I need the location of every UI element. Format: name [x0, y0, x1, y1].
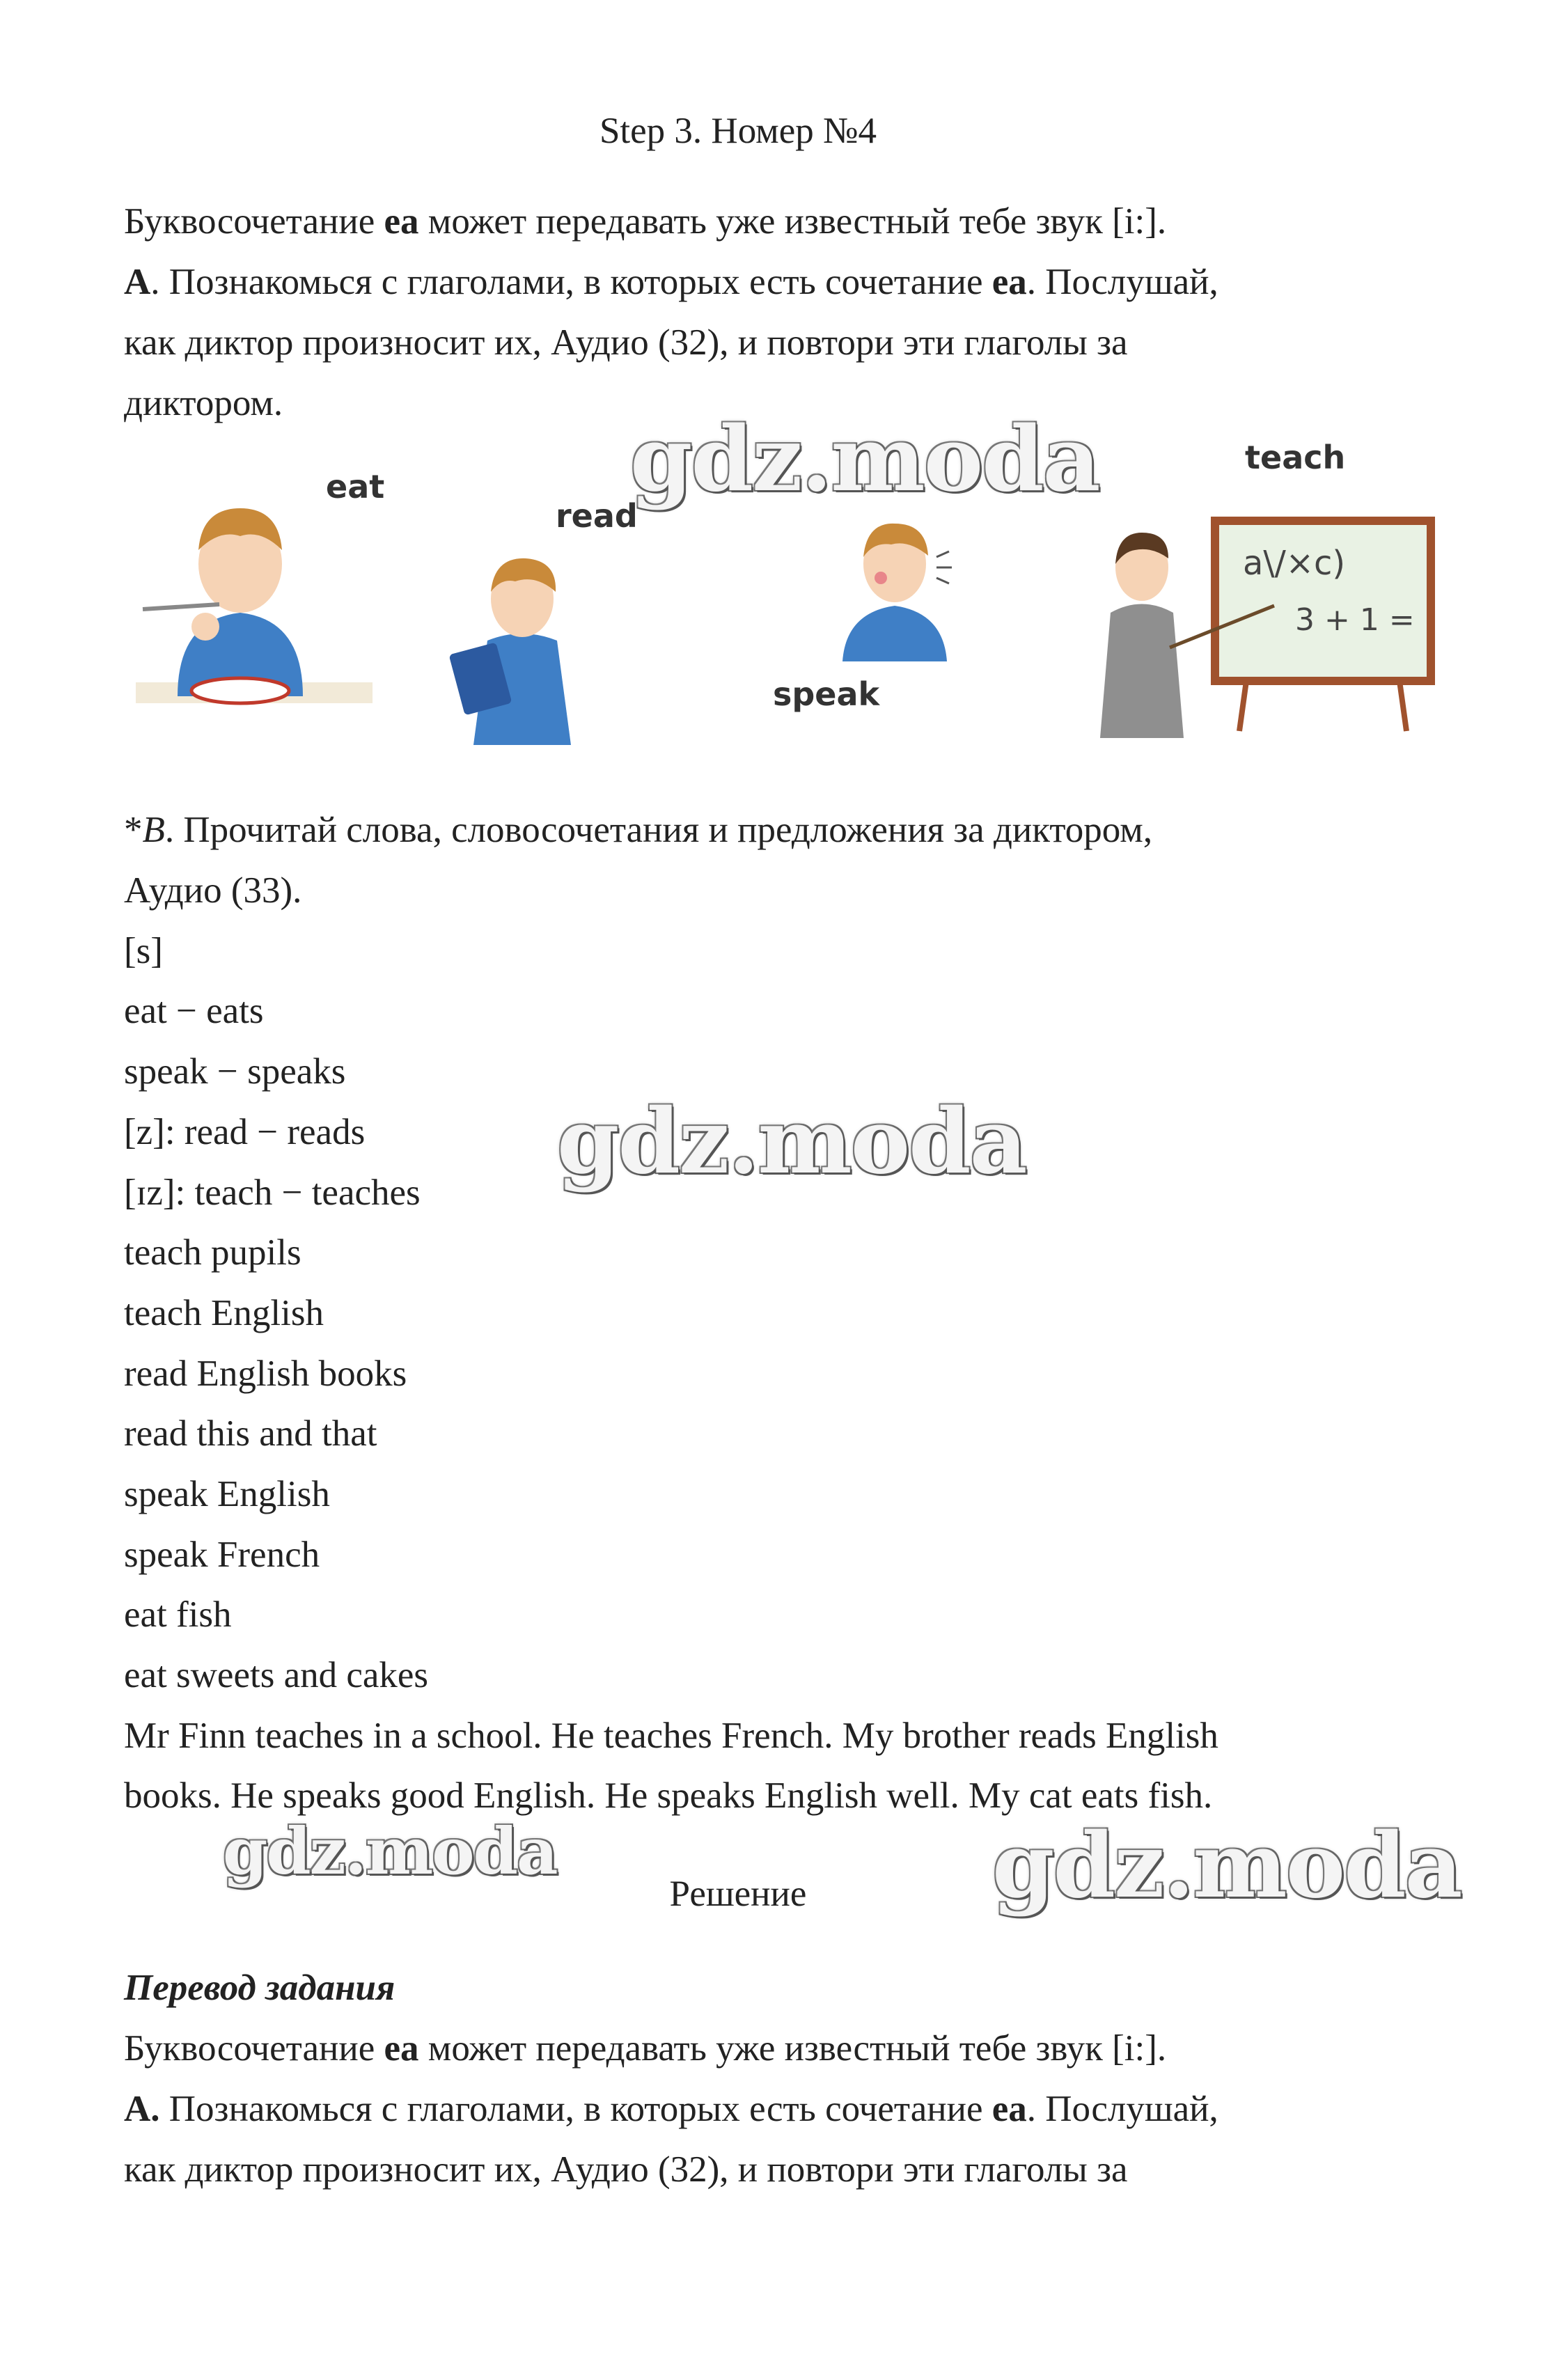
- intro-pre: Буквосочетание: [124, 201, 384, 242]
- sentence-line-2: books. He speaks good English. He speaks English well. My cat eats fish.: [124, 1775, 1213, 1816]
- solution-a-post: . Послушай,: [1026, 2089, 1218, 2129]
- eating-boy-illustration: [136, 487, 373, 710]
- word-line-13: eat sweets and cakes: [124, 1655, 429, 1695]
- word-line-4: [z]: read − reads: [124, 1112, 366, 1152]
- solution-a-bold: ea: [991, 2089, 1027, 2129]
- solution-a-letter: A.: [124, 2089, 160, 2129]
- word-line-7: teach English: [124, 1293, 324, 1333]
- board-text-1: a\/×c): [1243, 544, 1346, 583]
- solution-a-line-1: [124, 2087, 1218, 2131]
- label-teach: teach: [1245, 439, 1346, 476]
- word-line-6: teach pupils: [124, 1232, 301, 1273]
- intro-line: [124, 199, 1166, 244]
- board-text-2: 3 + 1 =: [1295, 602, 1415, 638]
- board-leg-right: [1400, 681, 1406, 731]
- word-line-10: speak English: [124, 1474, 330, 1514]
- solution-intro-bold: ea: [384, 2028, 419, 2069]
- teacher-illustration: [1093, 515, 1441, 738]
- word-line-12: eat fish: [124, 1594, 232, 1635]
- task-b-line-2: Аудио (33).: [124, 870, 302, 911]
- reading-boy-illustration: [446, 550, 599, 745]
- page-title: Step 3. Номер №4: [599, 111, 877, 151]
- translation-title: Перевод задания: [124, 1968, 395, 2008]
- word-line-1: [s]: [124, 931, 163, 971]
- task-b-letter: B: [142, 810, 165, 850]
- speech-mark-1: [936, 551, 949, 557]
- solution-intro-line: [124, 2026, 1166, 2071]
- intro-post: может передавать уже известный тебе звук [i:].: [418, 201, 1167, 242]
- task-a-post: . Послушай,: [1026, 262, 1218, 302]
- watermark: gdz.moda: [557, 1090, 1026, 1194]
- watermark: gdz.moda: [992, 1814, 1461, 1918]
- label-eat: eat: [326, 468, 385, 505]
- intro-bold: ea: [384, 201, 419, 242]
- solution-intro-post: может передавать уже известный тебе звук [i:].: [418, 2028, 1167, 2069]
- word-line-2: eat − eats: [124, 991, 264, 1031]
- spoon: [143, 604, 219, 609]
- plate: [191, 678, 289, 703]
- solution-a-pre: Познакомься с глаголами, в которых есть сочетание: [159, 2089, 992, 2129]
- task-a-line-2: как диктор произносит их, Аудио (32), и повтори эти глаголы за: [124, 322, 1128, 363]
- shirt: [842, 606, 947, 661]
- task-a-pre: . Познакомься с глаголами, в которых есть сочетание: [150, 262, 992, 302]
- label-speak: speak: [773, 675, 880, 713]
- speech-mark-3: [936, 578, 949, 583]
- board-leg-left: [1239, 681, 1246, 731]
- solution-label: Решение: [669, 1874, 807, 1914]
- solution-intro-pre: Буквосочетание: [124, 2028, 384, 2069]
- suit: [1100, 604, 1184, 739]
- cheek: [875, 572, 887, 584]
- task-b-line-1: [124, 808, 1152, 852]
- task-a-bold: ea: [991, 262, 1027, 302]
- word-line-9: read this and that: [124, 1413, 377, 1454]
- task-a-line-1: [124, 260, 1218, 304]
- watermark: gdz.moda: [223, 1814, 557, 1889]
- word-line-3: speak − speaks: [124, 1051, 346, 1092]
- word-line-11: speak French: [124, 1535, 320, 1575]
- solution-a-line-2: как диктор произносит их, Аудио (32), и повтори эти глаголы за: [124, 2149, 1128, 2190]
- watermark: gdz.moda: [630, 407, 1099, 512]
- task-b-rest: . Прочитай слова, словосочетания и предложения за диктором,: [164, 810, 1153, 850]
- speaking-boy-illustration: [832, 508, 957, 661]
- label-read: read: [556, 497, 638, 535]
- word-line-8: read English books: [124, 1354, 407, 1394]
- word-line-5: [ɪz]: teach − teaches: [124, 1172, 421, 1213]
- task-a-line-3: диктором.: [124, 383, 283, 423]
- hand: [191, 613, 219, 641]
- sentence-line-1: Mr Finn teaches in a school. He teaches French. My brother reads English: [124, 1716, 1218, 1756]
- task-b-star: *: [124, 810, 143, 850]
- task-a-letter: A: [124, 262, 151, 302]
